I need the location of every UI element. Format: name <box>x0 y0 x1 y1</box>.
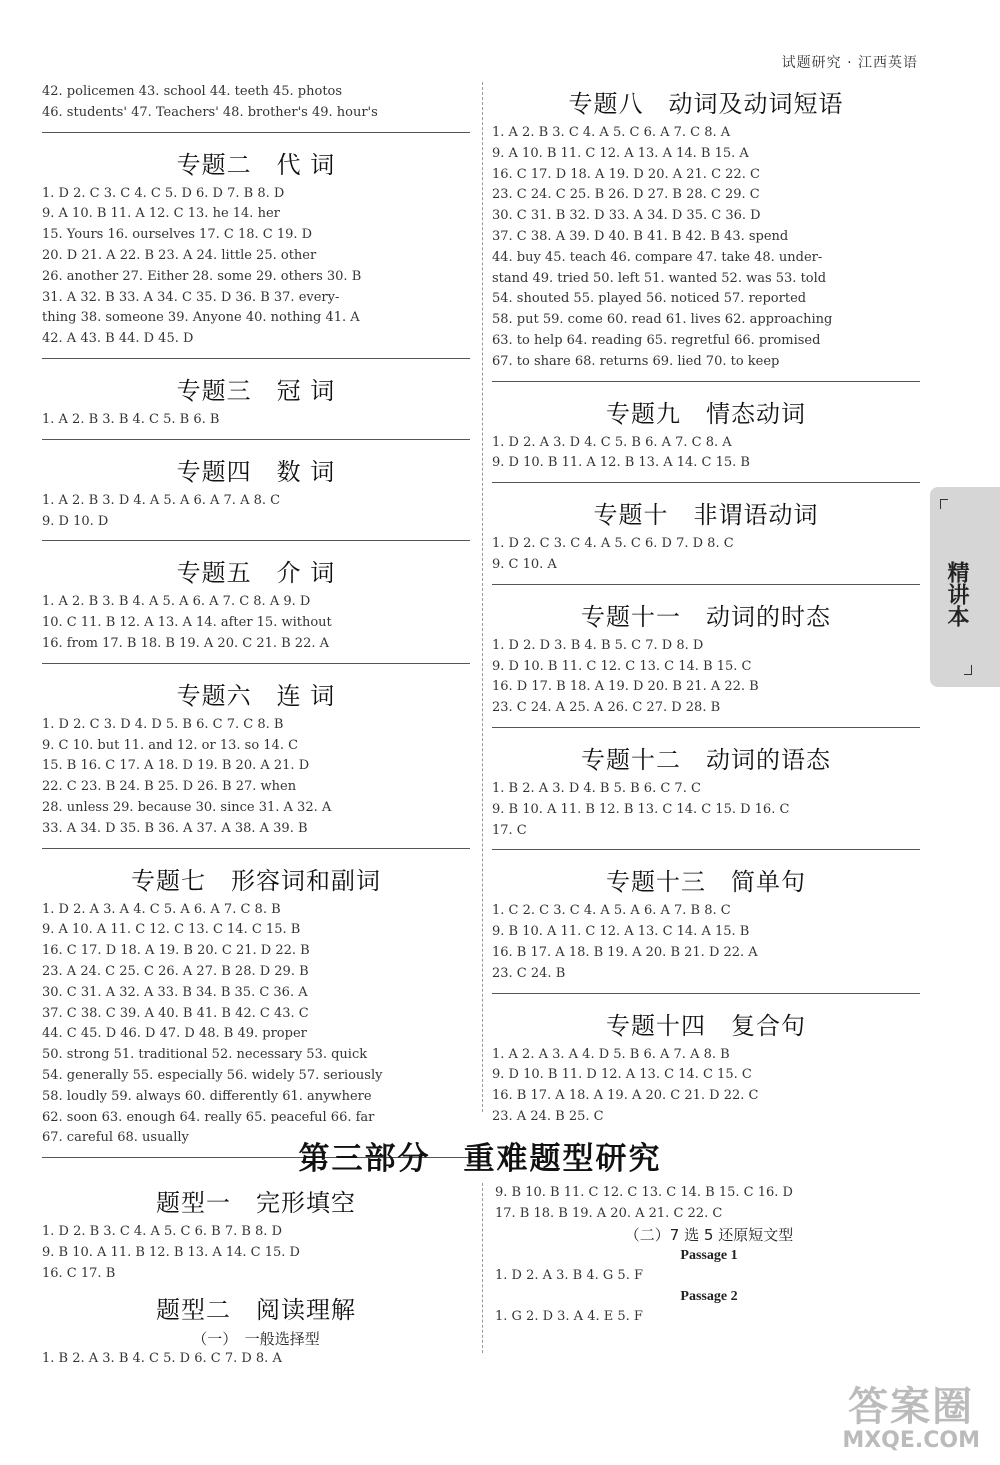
answer-line: 1. B 2. A 3. D 4. B 5. B 6. C 7. C <box>492 780 701 796</box>
answer-line: 30. C 31. A 32. A 33. B 34. B 35. C 36. A <box>42 984 308 1000</box>
answer-line: 9. A 10. A 11. C 12. C 13. C 14. C 15. B <box>42 922 301 938</box>
answer-line: 17. B 18. B 19. A 20. A 21. C 22. C <box>495 1205 723 1221</box>
section-title: 专题十三 简单句 <box>606 868 806 897</box>
answer-line: 1. B 2. A 3. B 4. C 5. D 6. C 7. D 8. A <box>42 1351 282 1367</box>
answer-line: 58. loudly 59. always 60. differently 61. anywhere <box>42 1088 372 1104</box>
answer-line: 1. G 2. D 3. A 4. E 5. F <box>495 1309 643 1325</box>
answer-line: 17. C <box>492 822 527 838</box>
side-tab-label: 精讲本 <box>944 561 969 627</box>
answer-line: 44. buy 45. teach 46. compare 47. take 48. under- <box>492 249 823 265</box>
subsection-title: （一） 一般选择型 <box>192 1330 320 1349</box>
answer-line: 28. unless 29. because 30. since 31. A 32. A <box>42 799 332 815</box>
side-tab <box>930 487 1000 687</box>
section-title: 专题三 冠 词 <box>176 376 336 405</box>
answer-line: stand 49. tried 50. left 51. wanted 52. was 53. told <box>492 270 827 286</box>
answer-line: 9. B 10. B 11. C 12. C 13. C 14. B 15. C 16. D <box>495 1185 793 1200</box>
answer-line: 1. A 2. B 3. C 4. A 5. C 6. A 7. C 8. A <box>492 125 731 140</box>
section-adjectives-adverbs <box>42 861 470 1159</box>
section-title: 专题四 数 词 <box>176 457 336 486</box>
passage-title: Passage 2 <box>680 1289 738 1305</box>
answer-line: 9. C 10. but 11. and 12. or 13. so 14. C <box>42 737 299 753</box>
section-title: 专题十一 动词的时态 <box>581 602 831 631</box>
section-title: 专题六 连 词 <box>176 681 336 710</box>
section-articles <box>42 371 470 440</box>
answer-line: 10. C 11. B 12. A 13. A 14. after 15. without <box>42 615 332 631</box>
answer-line: 1. D 2. A 3. A 4. C 5. A 6. A 7. C 8. B <box>42 901 281 917</box>
part-three-left <box>42 1183 470 1370</box>
passage-title: Passage 1 <box>680 1247 738 1263</box>
section-title: 专题二 代 词 <box>176 150 336 179</box>
column-divider <box>482 1183 483 1353</box>
answer-line: 9. D 10. B 11. D 12. A 13. C 14. C 15. C <box>492 1067 752 1083</box>
section-title: 专题八 动词及动词短语 <box>568 90 844 118</box>
answer-line: 44. C 45. D 46. D 47. D 48. B 49. proper <box>42 1026 307 1042</box>
answer-line: 54. generally 55. especially 56. widely 57. seriously <box>42 1067 383 1083</box>
answer-line: 16. B 17. A 18. A 19. A 20. C 21. D 22. C <box>492 1088 759 1104</box>
bracket-icon <box>964 665 972 675</box>
answer-line: thing 38. someone 39. Anyone 40. nothing 41. A <box>42 310 360 326</box>
watermark-logo <box>842 1385 980 1453</box>
answer-line: 23. A 24. B 25. C <box>492 1108 604 1124</box>
section-nouns-tail <box>42 82 470 133</box>
answer-line: 1. C 2. C 3. C 4. A 5. A 6. A 7. B 8. C <box>492 903 731 919</box>
section-title: 题型二 阅读理解 <box>156 1296 356 1325</box>
answer-line: 67. careful 68. usually <box>42 1130 189 1146</box>
answer-line: 31. A 32. B 33. A 34. C 35. D 36. B 37. every- <box>42 289 340 305</box>
answer-line: 30. C 31. B 32. D 33. A 34. D 35. C 36. D <box>492 208 761 224</box>
answer-line: 46. students' 47. Teachers' 48. brother's 49. hour's <box>42 104 378 120</box>
answer-line: 16. C 17. B <box>42 1265 116 1281</box>
section-verb-tenses <box>492 597 920 728</box>
section-title: 专题七 形容词和副词 <box>131 866 381 895</box>
answer-line: 16. B 17. A 18. B 19. A 20. B 21. D 22. A <box>492 944 758 960</box>
answer-line: 23. C 24. B <box>492 965 566 981</box>
answer-line: 67. to share 68. returns 69. lied 70. to keep <box>492 353 780 369</box>
section-pronouns <box>42 145 470 359</box>
section-verb-voice <box>492 740 920 850</box>
answer-line: 9. B 10. A 11. B 12. B 13. C 14. C 15. D 16. C <box>492 801 790 817</box>
answer-line: 1. A 2. B 3. B 4. C 5. B 6. B <box>42 411 220 427</box>
section-complex-sentences <box>492 1006 920 1136</box>
page-header: 试题研究 · 江西英语 <box>781 55 918 71</box>
answer-line: 9. B 10. A 11. C 12. A 13. C 14. A 15. B <box>492 924 750 940</box>
answer-line: 42. policemen 43. school 44. teeth 45. photos <box>42 84 343 99</box>
answer-line: 20. D 21. A 22. B 23. A 24. little 25. other <box>42 247 317 263</box>
answer-line: 22. C 23. B 24. B 25. D 26. B 27. when <box>42 779 297 795</box>
answer-line: 1. D 2. A 3. B 4. G 5. F <box>495 1267 643 1283</box>
answer-line: 42. A 43. B 44. D 45. D <box>42 331 194 347</box>
answer-line: 1. D 2. D 3. B 4. B 5. C 7. D 8. D <box>492 637 704 653</box>
answer-line: 62. soon 63. enough 64. really 65. peaceful 66. far <box>42 1109 375 1125</box>
section-conjunctions <box>42 676 470 849</box>
answer-line: 63. to help 64. reading 65. regretful 66. promised <box>492 332 821 348</box>
answer-line: 1. D 2. B 3. C 4. A 5. C 6. B 7. B 8. D <box>42 1224 282 1239</box>
section-simple-sentences <box>492 862 920 993</box>
answer-line: 1. D 2. C 3. C 4. A 5. C 6. D 7. D 8. C <box>492 536 734 552</box>
section-title: 题型一 完形填空 <box>156 1189 356 1217</box>
answer-line: 9. D 10. B 11. A 12. B 13. A 14. C 15. B <box>492 455 750 471</box>
watermark-url: MXQE.COM <box>842 1428 980 1453</box>
section-numerals <box>42 452 470 542</box>
answer-line: 1. A 2. B 3. D 4. A 5. A 6. A 7. A 8. C <box>42 492 281 508</box>
answer-line: 16. C 17. D 18. A 19. B 20. C 21. D 22. B <box>42 943 310 959</box>
answer-line: 1. A 2. B 3. B 4. A 5. A 6. A 7. C 8. A 9. D <box>42 594 311 610</box>
answer-line: 23. C 24. C 25. B 26. D 27. B 28. C 29. C <box>492 187 760 203</box>
answer-line: 54. shouted 55. played 56. noticed 57. reported <box>492 291 807 307</box>
answer-line: 26. another 27. Either 28. some 29. others 30. B <box>42 268 362 284</box>
section-verbs-phrases <box>492 84 920 382</box>
right-column <box>492 82 920 1148</box>
answer-line: 15. Yours 16. ourselves 17. C 18. C 19. D <box>42 227 313 243</box>
answer-line: 9. A 10. B 11. C 12. A 13. A 14. B 15. A <box>492 145 749 161</box>
answer-line: 16. C 17. D 18. A 19. D 20. A 21. C 22. C <box>492 166 760 182</box>
answer-line: 1. D 2. C 3. D 4. D 5. B 6. C 7. C 8. B <box>42 716 284 732</box>
section-title: 专题五 介 词 <box>176 559 336 588</box>
answer-line: 9. B 10. A 11. B 12. B 13. A 14. C 15. D <box>42 1244 300 1260</box>
answer-line: 9. D 10. D <box>42 513 109 529</box>
answer-line: 1. D 2. C 3. C 4. C 5. D 6. D 7. B 8. D <box>42 185 285 201</box>
answer-line: 37. C 38. C 39. A 40. B 41. B 42. C 43. C <box>42 1005 309 1021</box>
part-three-right <box>495 1183 923 1328</box>
answer-line: 50. strong 51. traditional 52. necessary 53. quick <box>42 1047 368 1063</box>
section-title: 专题九 情态动词 <box>606 399 806 428</box>
subsection-title: （二）7 选 5 还原短文型 <box>624 1225 794 1244</box>
answer-line: 1. D 2. A 3. D 4. C 5. B 6. A 7. C 8. A <box>492 434 732 450</box>
left-column <box>42 82 470 1170</box>
answer-line: 1. A 2. A 3. A 4. D 5. B 6. A 7. A 8. B <box>492 1046 730 1062</box>
answer-line: 16. D 17. B 18. A 19. D 20. B 21. A 22. B <box>492 679 759 695</box>
section-modal-verbs <box>492 394 920 484</box>
answer-line: 58. put 59. come 60. read 61. lives 62. approaching <box>492 312 833 328</box>
answer-line: 9. D 10. B 11. C 12. C 13. C 14. B 15. C <box>492 658 752 674</box>
section-nonfinite-verbs <box>492 495 920 585</box>
answer-line: 15. B 16. C 17. A 18. D 19. B 20. A 21. D <box>42 758 310 774</box>
answer-line: 33. A 34. D 35. B 36. A 37. A 38. A 39. B <box>42 820 308 836</box>
section-title: 专题十 非谓语动词 <box>593 501 819 530</box>
answer-line: 9. C 10. A <box>492 556 557 572</box>
section-title: 专题十二 动词的语态 <box>581 745 831 774</box>
bracket-icon <box>940 499 948 509</box>
section-title: 专题十四 复合句 <box>606 1011 806 1040</box>
column-divider <box>482 82 483 1112</box>
part-three-title: 第三部分 重难题型研究 <box>298 1141 662 1177</box>
watermark-text: 答案圈 <box>848 1384 975 1430</box>
answer-line: 9. A 10. B 11. A 12. C 13. he 14. her <box>42 206 280 222</box>
answer-line: 16. from 17. B 18. B 19. A 20. C 21. B 22. A <box>42 635 330 651</box>
answer-line: 23. C 24. A 25. A 26. C 27. D 28. B <box>492 700 721 716</box>
answer-line: 37. C 38. A 39. D 40. B 41. B 42. B 43. spend <box>492 228 789 244</box>
answer-line: 23. A 24. C 25. C 26. A 27. B 28. D 29. B <box>42 963 309 979</box>
section-prepositions <box>42 553 470 663</box>
